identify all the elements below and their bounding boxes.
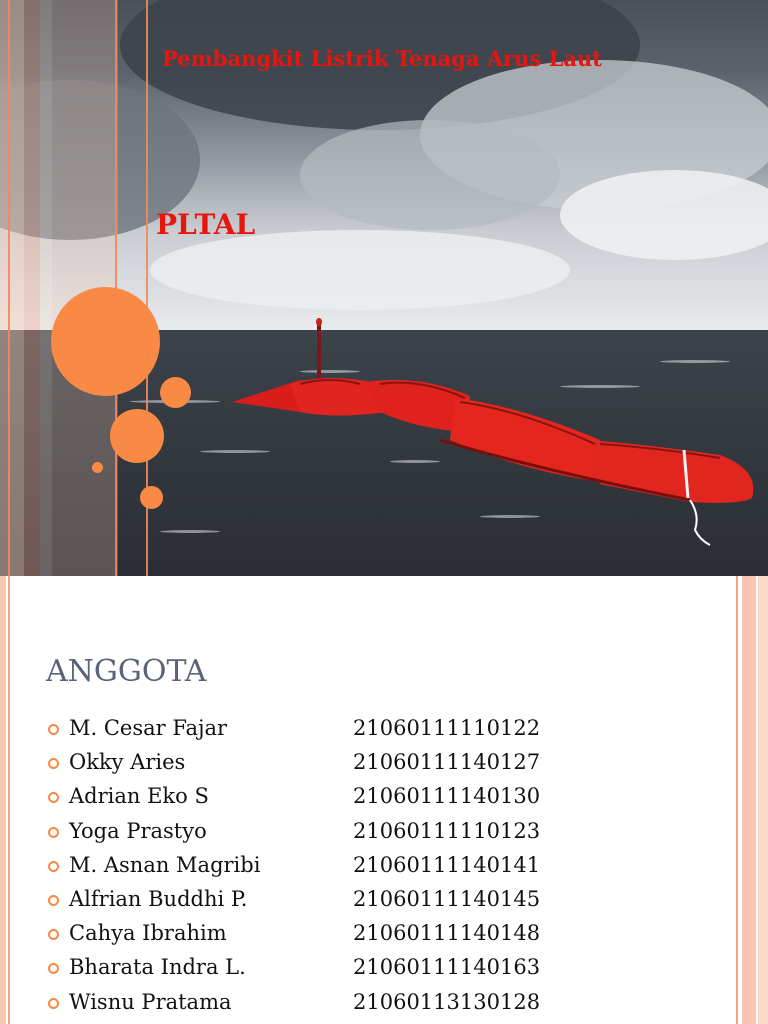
list-item [46,955,606,989]
member-name: Alfrian Buddhi P. [69,886,248,911]
member-nim: 21060111140163 [353,955,541,980]
decorative-circle [140,486,163,509]
bullet-icon [48,861,59,872]
member-name: Okky Aries [69,750,186,775]
members-heading: ANGGOTA [46,654,207,689]
member-nim: 21060113130128 [353,989,541,1014]
member-name: M. Cesar Fajar [69,716,228,740]
decorative-line [8,0,10,576]
bullet-icon [48,758,59,769]
members-list [46,716,606,1024]
bullet-icon [48,963,59,974]
decorative-circle [92,462,103,473]
decorative-line [8,576,10,1024]
member-nim: 21060111140127 [353,750,541,775]
bullet-icon [48,929,59,940]
member-name: M. Asnan Magribi [69,852,261,877]
bullet-icon [48,724,59,735]
decorative-strip [24,0,40,576]
decorative-strip [0,0,24,576]
list-item [46,784,606,818]
decorative-strip [0,576,6,1024]
member-nim: 21060111140145 [353,886,541,911]
slide-title: PLTAL [156,208,256,241]
member-name: Adrian Eko S [69,784,209,809]
member-nim: 21060111140130 [353,784,541,809]
decorative-circle [51,287,160,396]
list-item [46,887,606,921]
slide-subtitle: Pembangkit Listrik Tenaga Arus Laut [162,46,602,71]
list-item [46,819,606,853]
decorative-circle [110,409,164,463]
member-name: Yoga Prastyo [69,818,207,843]
decorative-line [736,576,738,1024]
decorative-strip [40,0,52,576]
bullet-icon [48,792,59,803]
member-name: Bharata Indra L. [69,955,246,980]
bullet-icon [48,998,59,1009]
decorative-strip [742,576,756,1024]
list-item [46,990,606,1024]
member-name: Wisnu Pratama [69,989,232,1014]
decorative-strip [758,576,768,1024]
list-item [46,853,606,887]
bullet-icon [48,827,59,838]
member-nim: 21060111110122 [353,716,541,740]
list-item [46,716,606,750]
members-slide [0,576,768,1024]
list-item [46,750,606,784]
member-nim: 21060111110123 [353,818,541,843]
member-nim: 21060111140141 [353,852,541,877]
bullet-icon [48,895,59,906]
list-item [46,921,606,955]
decorative-circle [160,377,191,408]
member-nim: 21060111140148 [353,921,541,946]
member-name: Cahya Ibrahim [69,921,227,946]
